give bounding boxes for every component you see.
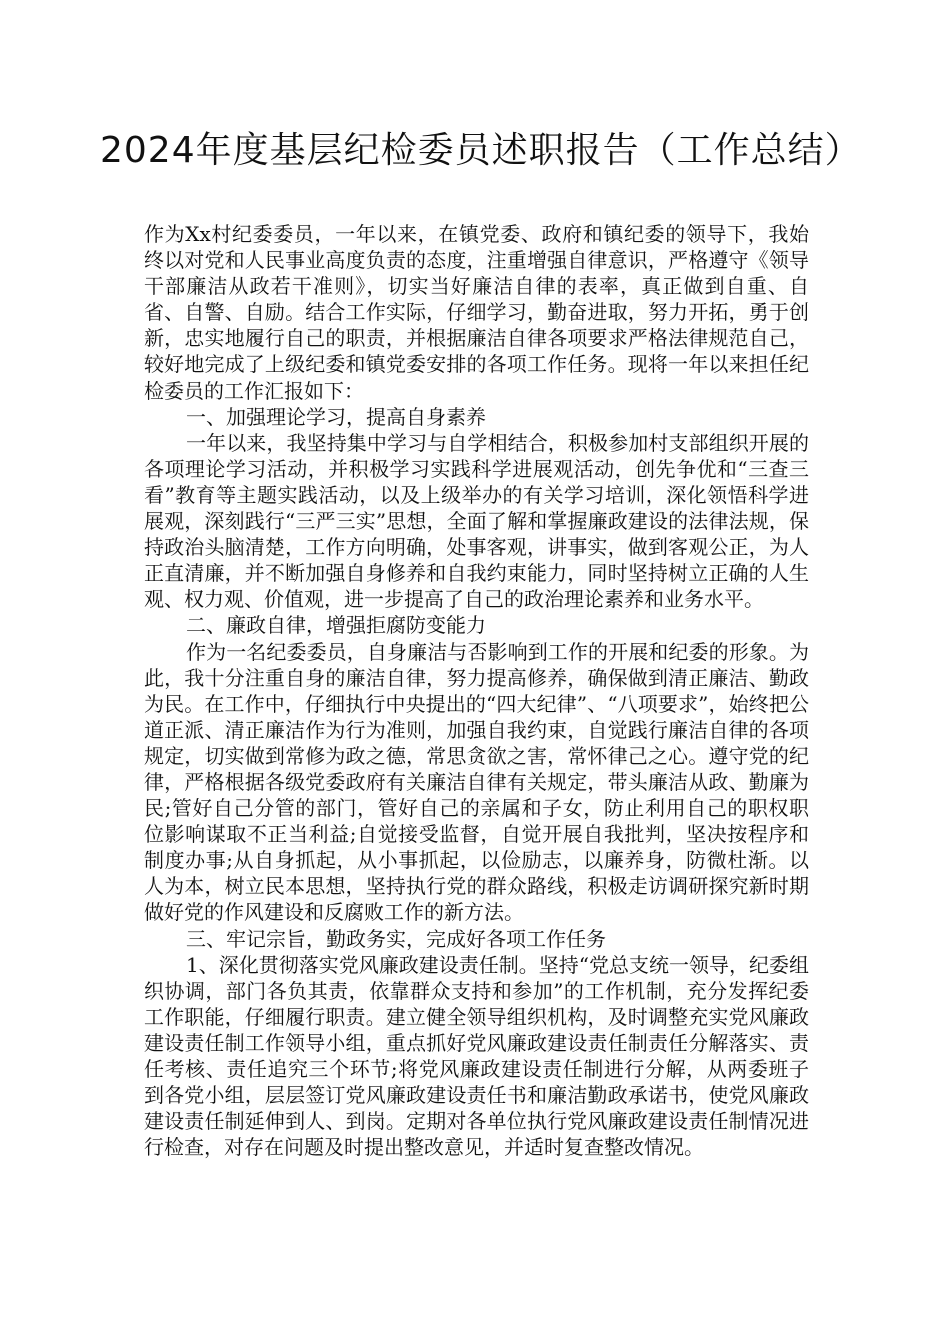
section-heading-2: 二、廉政自律，增强拒腐防变能力 xyxy=(186,613,486,638)
page-title: 2024年度基层纪检委员述职报告（工作总结） xyxy=(100,130,862,171)
intro-paragraph: 作为Xx村纪委委员，一年以来，在镇党委、政府和镇纪委的领导下，我始终以对党和人民事业高度负责的态度，注重增强自律意识，严格遵守《领导干部廉洁从政若干准则》，切实当好廉洁自律的表率，真正做到自重、自省、自警、自励。结合工作实际，仔细学习，勤奋进取，努力开拓，勇于创新，忠实地履行自己的职责，并根据廉洁自律各项要求严格法律规范自己，较好地完成了上级纪委和镇党委安排的各项工作任务。现将一年以来担任纪检委员的工作汇报如下： xyxy=(144,222,809,403)
section-heading-1: 一、加强理论学习，提高自身素养 xyxy=(186,404,486,429)
section-heading-3: 三、牢记宗旨，勤政务实，完成好各项工作任务 xyxy=(186,926,606,951)
section-paragraph-3: 1、深化贯彻落实党风廉政建设责任制。坚持“党总支统一领导，纪委组织协调，部门各负其责，依靠群众支持和参加”的工作机制，充分发挥纪委工作职能，仔细履行职责。建立健全领导组织机构，及时调整充实党风廉政建设责任制工作领导小组，重点抓好党风廉政建设责任制责任分解落实、责任考核、责任追究三个环节;将党风廉政建设责任制进行分解，从两委班子到各党小组，层层签订党风廉政建设责任书和廉洁勤政承诺书，使党风廉政建设责任制延伸到人、到岗。定期对各单位执行党风廉政建设责任制情况进行检查，对存在问题及时提出整改意见，并适时复查整改情况。 xyxy=(144,952,809,1160)
document-body xyxy=(144,221,809,1160)
section-paragraph-2: 作为一名纪委委员，自身廉洁与否影响到工作的开展和纪委的形象。为此，我十分注重自身的廉洁自律，努力提高修养，确保做到清正廉洁、勤政为民。在工作中，仔细执行中央提出的“四大纪律”、“八项要求”，始终把公道正派、清正廉洁作为行为准则，加强自我约束，自觉践行廉洁自律的各项规定，切实做到常修为政之德，常思贪欲之害，常怀律己之心。遵守党的纪律，严格根据各级党委政府有关廉洁自律有关规定，带头廉洁从政、勤廉为民;管好自己分管的部门，管好自己的亲属和子女，防止利用自己的职权职位影响谋取不正当利益;自觉接受监督，自觉开展自我批判，坚决按程序和制度办事;从自身抓起，从小事抓起，以俭励志，以廉养身，防微杜渐。以人为本，树立民本思想，坚持执行党的群众路线，积极走访调研探究新时期做好党的作风建设和反腐败工作的新方法。 xyxy=(144,639,809,925)
section-paragraph-1: 一年以来，我坚持集中学习与自学相结合，积极参加村支部组织开展的各项理论学习活动，并积极学习实践科学进展观活动，创先争优和“三查三看”教育等主题实践活动，以及上级举办的有关学习培训，深化领悟科学进展观，深刻践行“三严三实”思想，全面了解和掌握廉政建设的法律法规，保持政治头脑清楚，工作方向明确，处事客观，讲事实，做到客观公正，为人正直清廉，并不断加强自身修养和自我约束能力，同时坚持树立正确的人生观、权力观、价值观，进一步提高了自己的政治理论素养和业务水平。 xyxy=(144,430,809,612)
